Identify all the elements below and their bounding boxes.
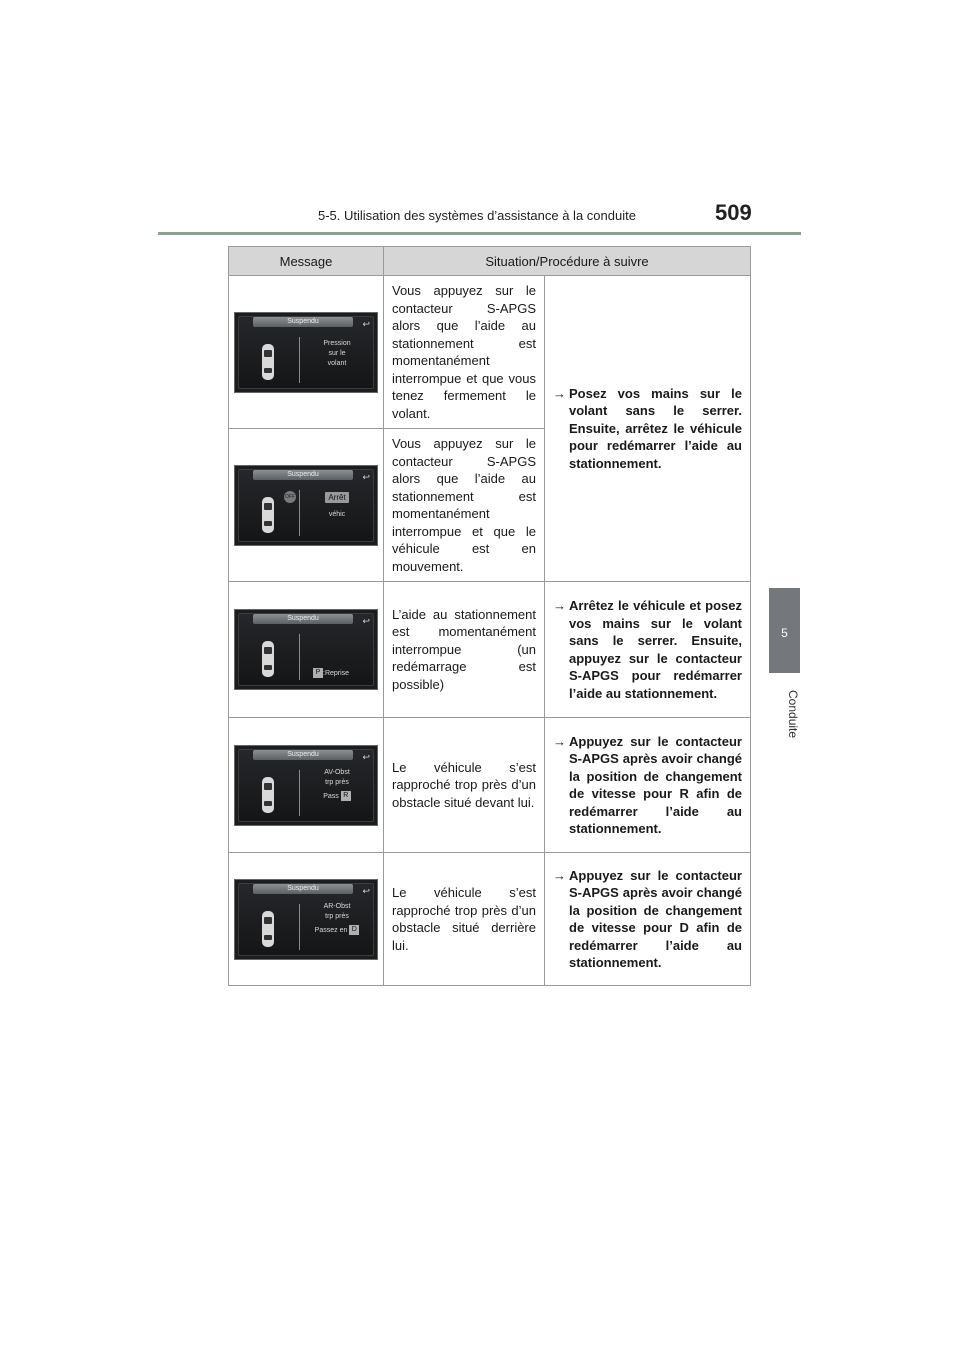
display-screen-pression-volant	[234, 312, 378, 393]
chapter-label: Conduite	[786, 690, 800, 739]
message-cell	[229, 853, 384, 986]
gear-r-icon: R	[341, 791, 351, 801]
car-icon	[261, 496, 275, 534]
parking-switch-icon: P	[313, 668, 323, 678]
back-icon: ↩	[362, 471, 370, 482]
gear-d-icon: D	[349, 925, 359, 935]
action-text: Appuyez sur le contacteur S-APGS après avoir changé la position de changement de vitesse pour R afin de redémarrer l’aide au stationnement.	[569, 733, 742, 836]
screen-line: volant	[327, 359, 347, 367]
screen-title: Suspendu	[253, 614, 353, 624]
situation-cell: Le véhicule s’est rapproché trop près d’un obstacle situé devant lui.	[384, 718, 545, 853]
back-icon: ↩	[362, 318, 370, 329]
screen-line: :Reprise	[323, 669, 350, 677]
message-cell	[229, 582, 384, 718]
screen-title: Suspendu	[253, 750, 353, 760]
screen-line: trp près	[325, 778, 349, 786]
screen-line: Pression	[323, 339, 351, 347]
screen-line: sur le	[328, 349, 346, 357]
car-icon	[261, 910, 275, 948]
display-screen-reprise	[234, 609, 378, 690]
screen-line: Passez en	[314, 926, 348, 934]
section-header: 5-5. Utilisation des systèmes d’assistance à la conduite	[318, 208, 636, 223]
screen-title: Suspendu	[253, 470, 353, 480]
chapter-number: 5	[781, 626, 788, 640]
chapter-tab	[769, 588, 800, 673]
screen-line: véhic	[328, 510, 346, 518]
arrow-icon: →	[553, 385, 566, 401]
display-screen-ar-obstacle	[234, 879, 378, 960]
message-cell	[229, 276, 384, 429]
action-text: Appuyez sur le contacteur S-APGS après avoir changé la position de changement de vitesse pour D afin de redémarrer l’aide au stationnement.	[569, 867, 742, 970]
arrow-icon: →	[553, 598, 566, 613]
screen-line: trp près	[325, 912, 349, 920]
header-rule	[158, 232, 801, 235]
display-screen-av-obstacle	[234, 745, 378, 826]
table-row	[229, 853, 751, 986]
action-cell	[545, 853, 751, 986]
situation-cell: Vous appuyez sur le contacteur S-APGS alors que l’aide au stationnement est momentanément interrompue et que vous tenez fermement le volant.	[384, 276, 545, 429]
table-row	[229, 718, 751, 853]
message-table	[228, 246, 751, 986]
screen-boxed-label: Arrêt	[325, 492, 348, 503]
screen-title: Suspendu	[253, 317, 353, 327]
back-icon: ↩	[362, 616, 370, 626]
screen-title: Suspendu	[253, 884, 353, 894]
message-cell	[229, 718, 384, 853]
col-situation-header: Situation/Procédure à suivre	[384, 247, 751, 276]
action-cell	[545, 582, 751, 718]
situation-cell: L’aide au stationnement est momentanément interrompue (un redémarrage est possible)	[384, 582, 545, 718]
action-cell	[545, 718, 751, 853]
table-row	[229, 582, 751, 718]
table-row	[229, 276, 751, 429]
table-header-row	[229, 247, 751, 276]
back-icon: ↩	[362, 885, 370, 896]
screen-line: Pass	[323, 792, 339, 800]
message-cell	[229, 429, 384, 582]
car-icon	[261, 640, 275, 678]
arrow-icon: →	[553, 733, 566, 749]
action-cell	[545, 276, 751, 582]
arrow-icon: →	[553, 867, 566, 883]
situation-cell: Vous appuyez sur le contacteur S-APGS alors que l’aide au stationnement est momentanément interrompue et que le véhicule est en mouvement.	[384, 429, 545, 582]
col-message-header: Message	[229, 247, 384, 276]
situation-cell: Le véhicule s’est rapproché trop près d’un obstacle situé derrière lui.	[384, 853, 545, 986]
car-icon	[261, 343, 275, 381]
car-icon	[261, 776, 275, 814]
action-text: Posez vos mains sur le volant sans le serrer. Ensuite, arrêtez le véhicule pour redémarrer l’aide au stationnement.	[569, 385, 742, 471]
screen-line: AV-Obst	[324, 768, 350, 776]
page-number: 509	[715, 200, 752, 225]
off-badge-icon: OFF	[284, 491, 296, 503]
screen-line: AR-Obst	[323, 902, 351, 910]
action-text: Arrêtez le véhicule et posez vos mains sur le volant sans le serrer. Ensuite, appuyez sur le contacteur S-APGS pour redémarrer l’aide au stationnement.	[569, 598, 742, 701]
back-icon: ↩	[362, 751, 370, 762]
display-screen-arret-vehicule	[234, 465, 378, 546]
